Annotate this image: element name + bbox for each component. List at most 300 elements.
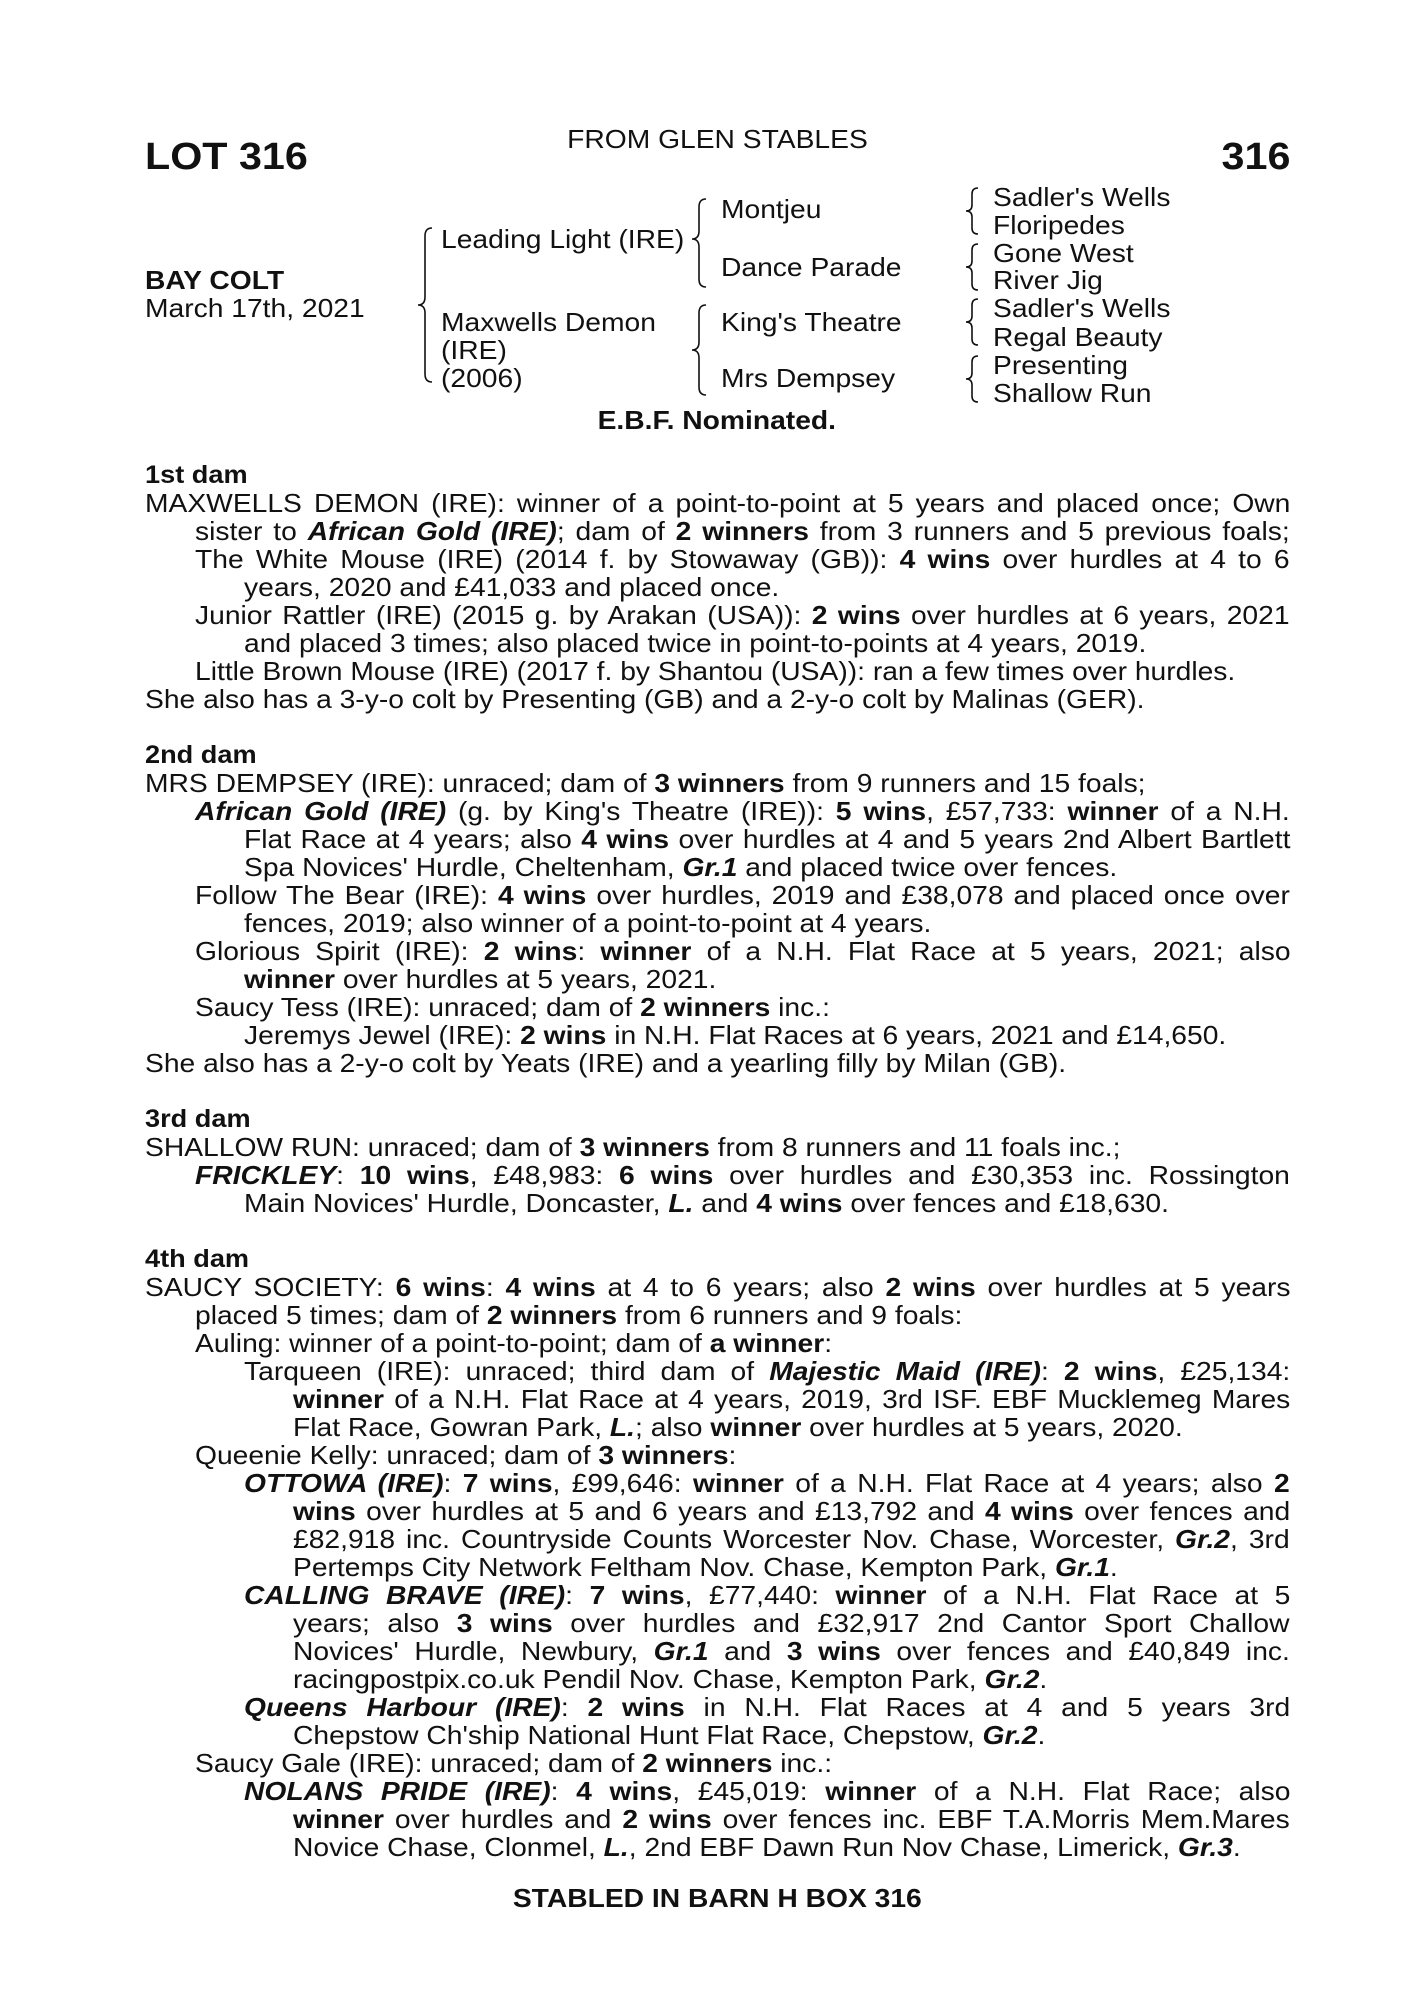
text-run: years; also (293, 1608, 457, 1638)
bold-emphasis: 2 winners (642, 1748, 773, 1778)
horse-name-emphasis: Gr.2 (982, 1720, 1038, 1750)
text-run: , 3rd (1229, 1524, 1290, 1554)
bold-emphasis: winner (692, 1468, 784, 1498)
horse-name-emphasis: Gr.2 (984, 1664, 1040, 1694)
gen3-text: Gone West (993, 238, 1134, 268)
dam-line-body (145, 461, 1290, 1861)
bold-emphasis: winner (293, 1804, 384, 1834)
text-run: Junior Rattler (IRE) (2015 g. by Arakan (USA)): (195, 600, 812, 630)
horse-name-emphasis: African Gold (IRE) (307, 516, 557, 546)
lot-number-text: 316 (1221, 136, 1290, 178)
text-run: She also has a 3-y-o colt by Presenting (GB) and a 2-y-o colt by Malinas (GER). (145, 684, 1145, 714)
lot-label-text: LOT 316 (145, 136, 308, 178)
bold-emphasis: 2 winners (640, 992, 771, 1022)
section-heading-text: 2nd dam (145, 741, 257, 769)
gen3-6 (993, 322, 1163, 352)
text-line-content (195, 1329, 832, 1357)
text-run: : (565, 1580, 590, 1610)
bold-emphasis: 2 wins (885, 1272, 976, 1302)
text-run: SHALLOW RUN: unraced; dam of (145, 1132, 580, 1162)
horse-name-emphasis: L. (609, 1412, 636, 1442)
text-line (195, 993, 1290, 1021)
text-run: . (1037, 1720, 1046, 1750)
dam-dam (721, 363, 896, 393)
text-run: over hurdles at 5 and 6 years and £13,792 and (355, 1496, 985, 1526)
text-run: The White Mouse (IRE) (2014 f. by Stowaway (GB)): (195, 544, 900, 574)
text-run: , £48,983: (469, 1160, 620, 1190)
section-gap (145, 1077, 1290, 1105)
bold-emphasis: winner (1067, 796, 1159, 826)
text-run: racingpostpix.co.uk Pendil Nov. Chase, Kempton Park, (293, 1664, 985, 1694)
text-line (244, 1693, 1290, 1721)
gen3-8 (993, 378, 1152, 408)
text-run: in N.H. Flat Races at 6 years, 2021 and £14,650. (606, 1020, 1227, 1050)
text-line-content (195, 1749, 832, 1777)
text-line (145, 769, 1290, 797)
section-heading (145, 1105, 1290, 1133)
ebf-nomination-text: E.B.F. Nominated. (597, 405, 837, 435)
horse-description-text: BAY COLT (145, 265, 285, 295)
bold-emphasis: winner (825, 1776, 917, 1806)
text-run: over hurdles at 6 years, 2021 (900, 600, 1290, 630)
text-line (244, 1469, 1290, 1497)
text-line-content (293, 1833, 1241, 1861)
brace-g3-3 (966, 299, 978, 345)
text-run: from 9 runners and 15 foals; (784, 768, 1146, 798)
text-line (244, 1021, 1290, 1049)
text-line (244, 1357, 1290, 1385)
text-run: of a N.H. Flat Race at 4 years, 2019, 3rd ISF. EBF Mucklemeg Mares (383, 1384, 1291, 1414)
text-run: inc.: (770, 992, 830, 1022)
bold-emphasis: 4 wins (497, 880, 587, 910)
text-run: over hurdles at 5 years, 2021. (334, 964, 717, 994)
text-line-content (145, 769, 1146, 797)
text-run: Flat Race, Gowran Park, (293, 1412, 610, 1442)
text-line-content (244, 853, 1117, 881)
gen3-2 (993, 210, 1125, 240)
bold-emphasis: winner (710, 1412, 802, 1442)
text-line (293, 1637, 1290, 1665)
text-line-content (244, 1189, 1169, 1217)
dam-country-text: (IRE) (441, 335, 507, 365)
text-line-content (293, 1637, 1290, 1665)
text-line (195, 545, 1290, 573)
bold-emphasis: wins (293, 1496, 356, 1526)
text-run: of a N.H. Flat Race at 5 years, 2021; also (691, 936, 1291, 966)
text-run: from 6 runners and 9 foals: (617, 1300, 963, 1330)
text-run: of a N.H. Flat Race; also (916, 1776, 1291, 1806)
sire-sire-text: Montjeu (721, 194, 822, 224)
text-line (293, 1721, 1290, 1749)
text-line-content (293, 1553, 1118, 1581)
text-line (145, 489, 1290, 517)
dam-country (441, 335, 507, 365)
text-run: and placed twice over fences. (737, 852, 1118, 882)
bold-emphasis: 2 wins (483, 936, 578, 966)
text-run: from 3 runners and 5 previous foals; (808, 516, 1290, 546)
horse-name-emphasis: Gr.1 (653, 1636, 709, 1666)
bold-emphasis: 2 wins (622, 1804, 712, 1834)
bold-emphasis: 4 wins (505, 1272, 596, 1302)
text-run: over hurdles at 5 years (975, 1272, 1291, 1302)
text-run: of a N.H. Flat Race at 4 years; also (783, 1468, 1274, 1498)
bold-emphasis: winner (244, 964, 335, 994)
text-line (195, 601, 1290, 629)
bold-emphasis: 3 winners (579, 1132, 710, 1162)
text-line (293, 1609, 1290, 1637)
text-run: from 8 runners and 11 foals inc.; (709, 1132, 1121, 1162)
bold-emphasis: 5 wins (835, 796, 927, 826)
text-run: over fences and (1073, 1496, 1291, 1526)
text-line-content (244, 573, 779, 601)
text-run: : (336, 1160, 360, 1190)
text-run: Little Brown Mouse (IRE) (2017 f. by Shantou (USA)): ran a few times over hurdles. (195, 656, 1236, 686)
bold-emphasis: winner (293, 1384, 384, 1414)
section-heading-text: 4th dam (145, 1245, 250, 1273)
text-line-content (195, 937, 1291, 965)
bold-emphasis: 4 wins (581, 824, 670, 854)
gen3-3 (993, 238, 1134, 268)
text-run: years, 2020 and £41,033 and placed once. (244, 572, 780, 602)
text-line (293, 1413, 1290, 1441)
text-line-content (244, 909, 931, 937)
sire-dam-text: Dance Parade (721, 252, 902, 282)
bold-emphasis: 6 wins (619, 1160, 714, 1190)
text-run: over fences inc. EBF T.A.Morris Mem.Mares (711, 1804, 1290, 1834)
bold-emphasis: 2 wins (587, 1692, 685, 1722)
text-line (195, 797, 1290, 825)
text-run: Follow The Bear (IRE): (195, 880, 498, 910)
text-run: , £25,134: (1157, 1356, 1291, 1386)
gen3-text: Sadler's Wells (993, 182, 1171, 212)
text-run: over hurdles at 4 and 5 years 2nd Albert Bartlett (669, 824, 1291, 854)
gen3-text: River Jig (993, 265, 1103, 295)
bold-emphasis: 7 wins (462, 1468, 553, 1498)
text-line-content (244, 1021, 1226, 1049)
text-line-content (244, 629, 1146, 657)
text-run: over hurdles and £32,917 2nd Cantor Sport Challow (552, 1608, 1290, 1638)
text-line (293, 1833, 1290, 1861)
text-line-content (195, 601, 1290, 629)
text-line-content (195, 993, 830, 1021)
text-line (293, 1665, 1290, 1693)
text-line (244, 1581, 1290, 1609)
text-run: Saucy Gale (IRE): unraced; dam of (195, 1748, 643, 1778)
text-run: She also has a 2-y-o colt by Yeats (IRE) and a yearling filly by Milan (GB). (145, 1048, 1067, 1078)
bold-emphasis: winner (835, 1580, 927, 1610)
text-line (145, 1133, 1290, 1161)
text-run: MRS DEMPSEY (IRE): unraced; dam of (145, 768, 655, 798)
text-line-content (293, 1609, 1289, 1637)
sire-sire (721, 194, 822, 224)
horse-name-emphasis: L. (603, 1832, 629, 1862)
text-run: (g. by King's Theatre (IRE)): (446, 796, 836, 826)
text-run: Spa Novices' Hurdle, Cheltenham, (244, 852, 683, 882)
horse-name-emphasis: Gr.1 (1054, 1552, 1110, 1582)
text-run: ; dam of (556, 516, 676, 546)
gen3-text: Presenting (993, 350, 1128, 380)
horse-name-emphasis: Majestic Maid (IRE) (769, 1356, 1041, 1386)
text-run: of a N.H. Flat Race at 5 (926, 1580, 1291, 1610)
brace-g3-1 (966, 188, 978, 234)
bold-emphasis: 2 wins (520, 1020, 607, 1050)
gen3-text: Regal Beauty (993, 322, 1163, 352)
brace-g3-4 (966, 356, 978, 402)
text-line (244, 909, 1290, 937)
bold-emphasis: 2 wins (811, 600, 901, 630)
consignor-text: FROM GLEN STABLES (566, 124, 868, 154)
sire-text: Leading Light (IRE) (441, 224, 685, 254)
horse-name-emphasis: Gr.2 (1175, 1524, 1230, 1554)
bold-emphasis: 2 wins (1063, 1356, 1158, 1386)
text-line-content (195, 545, 1290, 573)
bold-emphasis: 3 winners (598, 1440, 729, 1470)
bold-emphasis: 2 winners (675, 516, 809, 546)
horse-name-emphasis: Queens Harbour (IRE) (244, 1692, 561, 1722)
sire-dam (721, 252, 902, 282)
text-line (195, 1301, 1290, 1329)
text-line (293, 1525, 1290, 1553)
text-run: : (1040, 1356, 1064, 1386)
text-run: in N.H. Flat Races at 4 and 5 years 3rd (684, 1692, 1291, 1722)
foaling-date (145, 293, 365, 323)
text-line (293, 1497, 1290, 1525)
text-line-content (145, 1273, 1291, 1301)
text-run: over hurdles and (383, 1804, 623, 1834)
bold-emphasis: 3 wins (456, 1608, 553, 1638)
text-line (195, 517, 1290, 545)
bold-emphasis: 7 wins (589, 1580, 685, 1610)
text-run: Chepstow Ch'ship National Hunt Flat Race, Chepstow, (293, 1720, 983, 1750)
text-run: , £99,646: (552, 1468, 693, 1498)
text-line-content (293, 1525, 1290, 1553)
text-run: Jeremys Jewel (IRE): (244, 1020, 521, 1050)
bold-emphasis: 4 wins (984, 1496, 1074, 1526)
text-run: over fences and £40,849 inc. (880, 1636, 1290, 1666)
horse-name-emphasis: L. (668, 1188, 694, 1218)
text-line-content (195, 797, 1290, 825)
text-run: at 4 to 6 years; also (595, 1272, 886, 1302)
consignor (0, 125, 1426, 153)
gen3-7 (993, 350, 1128, 380)
gen3-4 (993, 265, 1103, 295)
text-run: . (1232, 1832, 1241, 1862)
dam-text: Maxwells Demon (441, 307, 656, 337)
text-line-content (293, 1721, 1045, 1749)
text-run: and placed 3 times; also placed twice in point-to-points at 4 years, 2019. (244, 628, 1147, 658)
text-line-content (145, 685, 1144, 713)
text-line-content (145, 489, 1290, 517)
text-run: . (1039, 1664, 1048, 1694)
gen3-text: Sadler's Wells (993, 293, 1171, 323)
bold-emphasis: 3 wins (786, 1636, 881, 1666)
text-run: Tarqueen (IRE): unraced; third dam of (244, 1356, 770, 1386)
text-run: : (443, 1468, 463, 1498)
text-line-content (244, 965, 716, 993)
bold-emphasis: winner (600, 936, 692, 966)
dam-year-text: (2006) (441, 363, 523, 393)
text-line (145, 685, 1290, 713)
text-run: : (577, 936, 601, 966)
text-line-content (293, 1385, 1290, 1413)
text-run: over fences and £18,630. (842, 1188, 1169, 1218)
text-line (244, 1777, 1290, 1805)
text-run: ; also (635, 1412, 711, 1442)
dam-dam-text: Mrs Dempsey (721, 363, 896, 393)
gen3-text: Shallow Run (993, 378, 1152, 408)
brace-dam (692, 305, 706, 395)
text-line-content (195, 657, 1235, 685)
text-line (244, 1189, 1290, 1217)
brace-gen1 (418, 228, 432, 382)
text-run: Glorious Spirit (IRE): (195, 936, 484, 966)
dam-year (441, 363, 523, 393)
gen3-5 (993, 293, 1171, 323)
text-line (244, 825, 1290, 853)
bold-emphasis: 6 wins (395, 1272, 486, 1302)
text-line-content (195, 1441, 736, 1469)
horse-name-emphasis: CALLING BRAVE (IRE) (244, 1580, 566, 1610)
bold-emphasis: 2 (1273, 1468, 1290, 1498)
brace-g3-2 (966, 244, 978, 290)
text-line (293, 1805, 1290, 1833)
section-heading (145, 461, 1290, 489)
text-line (244, 853, 1290, 881)
text-line (244, 629, 1290, 657)
section-heading-text: 3rd dam (145, 1105, 251, 1133)
bold-emphasis: 4 wins (899, 544, 991, 574)
foaling-date-text: March 17th, 2021 (145, 293, 365, 323)
horse-description (145, 265, 285, 295)
text-line-content (293, 1497, 1290, 1525)
text-run: Saucy Tess (IRE): unraced; dam of (195, 992, 641, 1022)
bold-emphasis: 10 wins (359, 1160, 470, 1190)
text-run: Pertemps City Network Feltham Nov. Chase, Kempton Park, (293, 1552, 1055, 1582)
text-line (195, 937, 1290, 965)
stabling-footer-text: STABLED IN BARN H BOX 316 (512, 1883, 922, 1913)
text-run: fences, 2019; also winner of a point-to-point at 4 years. (244, 908, 932, 938)
bold-emphasis: 2 winners (486, 1300, 618, 1330)
text-line (195, 1329, 1290, 1357)
text-line-content (244, 1581, 1290, 1609)
section-gap (145, 1217, 1290, 1245)
section-heading (145, 741, 1290, 769)
text-run: Queenie Kelly: unraced; dam of (195, 1440, 599, 1470)
text-run: Flat Race at 4 years; also (244, 824, 582, 854)
text-line (145, 1049, 1290, 1077)
dam-sire (721, 307, 902, 337)
text-line (195, 1749, 1290, 1777)
text-run: placed 5 times; dam of (195, 1300, 487, 1330)
text-run: : (550, 1776, 577, 1806)
text-line-content (244, 1357, 1290, 1385)
text-run: : (728, 1440, 737, 1470)
text-run: inc.: (772, 1748, 833, 1778)
text-line (195, 881, 1290, 909)
text-run: Auling: winner of a point-to-point; dam of (195, 1328, 710, 1358)
text-line-content (195, 1161, 1290, 1189)
dam-sire-text: King's Theatre (721, 307, 902, 337)
horse-name-emphasis: Gr.1 (682, 852, 738, 882)
text-run: of a N.H. (1158, 796, 1290, 826)
text-line (293, 1553, 1290, 1581)
text-line-content (195, 517, 1290, 545)
text-line (195, 657, 1290, 685)
text-line-content (244, 1469, 1290, 1497)
horse-name-emphasis: NOLANS PRIDE (IRE) (244, 1776, 551, 1806)
text-line (244, 573, 1290, 601)
lot-number (1221, 136, 1290, 178)
bold-emphasis: 4 wins (756, 1188, 843, 1218)
text-run: over hurdles at 4 to 6 (990, 544, 1290, 574)
text-run: : (485, 1272, 506, 1302)
bold-emphasis: a winner (709, 1328, 825, 1358)
text-line-content (145, 1049, 1066, 1077)
horse-name-emphasis: Gr.3 (1177, 1832, 1233, 1862)
text-run: and (693, 1188, 757, 1218)
text-line-content (244, 825, 1290, 853)
text-line-content (244, 1693, 1290, 1721)
text-line-content (293, 1805, 1290, 1833)
text-line (195, 1161, 1290, 1189)
text-run: . (1109, 1552, 1118, 1582)
text-line-content (244, 1777, 1290, 1805)
text-line-content (293, 1413, 1183, 1441)
gen3-text: Floripedes (993, 210, 1125, 240)
dam (441, 307, 656, 337)
text-run: SAUCY SOCIETY: (145, 1272, 396, 1302)
horse-name-emphasis: FRICKLEY (195, 1160, 337, 1190)
text-run: sister to (195, 516, 308, 546)
text-run: : (824, 1328, 833, 1358)
text-line-content (145, 1133, 1120, 1161)
text-run: , £77,440: (684, 1580, 836, 1610)
bold-emphasis: 3 winners (654, 768, 785, 798)
gen3-1 (993, 182, 1171, 212)
text-run: over hurdles, 2019 and £38,078 and placed once over (586, 880, 1290, 910)
text-run: Novice Chase, Clonmel, (293, 1832, 604, 1862)
horse-name-emphasis: African Gold (IRE) (195, 796, 447, 826)
bold-emphasis: 4 wins (576, 1776, 673, 1806)
text-run: , £57,733: (926, 796, 1068, 826)
text-line-content (293, 1665, 1047, 1693)
text-run: Novices' Hurdle, Newbury, (293, 1636, 654, 1666)
text-line (195, 1441, 1290, 1469)
text-run: and (708, 1636, 787, 1666)
text-run: , 2nd EBF Dawn Run Nov Chase, Limerick, (628, 1832, 1178, 1862)
section-gap (145, 713, 1290, 741)
text-run: Main Novices' Hurdle, Doncaster, (244, 1188, 669, 1218)
sire (441, 224, 685, 254)
text-line (293, 1385, 1290, 1413)
text-run: , £45,019: (672, 1776, 826, 1806)
text-run: MAXWELLS DEMON (IRE): winner of a point-to-point at 5 years and placed once; Own (145, 488, 1291, 518)
text-line (244, 965, 1290, 993)
text-run: £82,918 inc. Countryside Counts Worcester Nov. Chase, Worcester, (293, 1524, 1176, 1554)
text-run: : (560, 1692, 588, 1722)
horse-name-emphasis: OTTOWA (IRE) (244, 1468, 444, 1498)
stabling-footer (0, 1884, 1426, 1912)
ebf-nomination (0, 406, 1426, 434)
section-heading (145, 1245, 1290, 1273)
text-line (145, 1273, 1290, 1301)
text-run: over hurdles at 5 years, 2020. (801, 1412, 1183, 1442)
text-line-content (195, 1301, 962, 1329)
section-heading-text: 1st dam (145, 461, 248, 489)
text-line-content (195, 881, 1290, 909)
brace-sire (692, 199, 706, 287)
text-run: over hurdles and £30,353 inc. Rossington (713, 1160, 1290, 1190)
